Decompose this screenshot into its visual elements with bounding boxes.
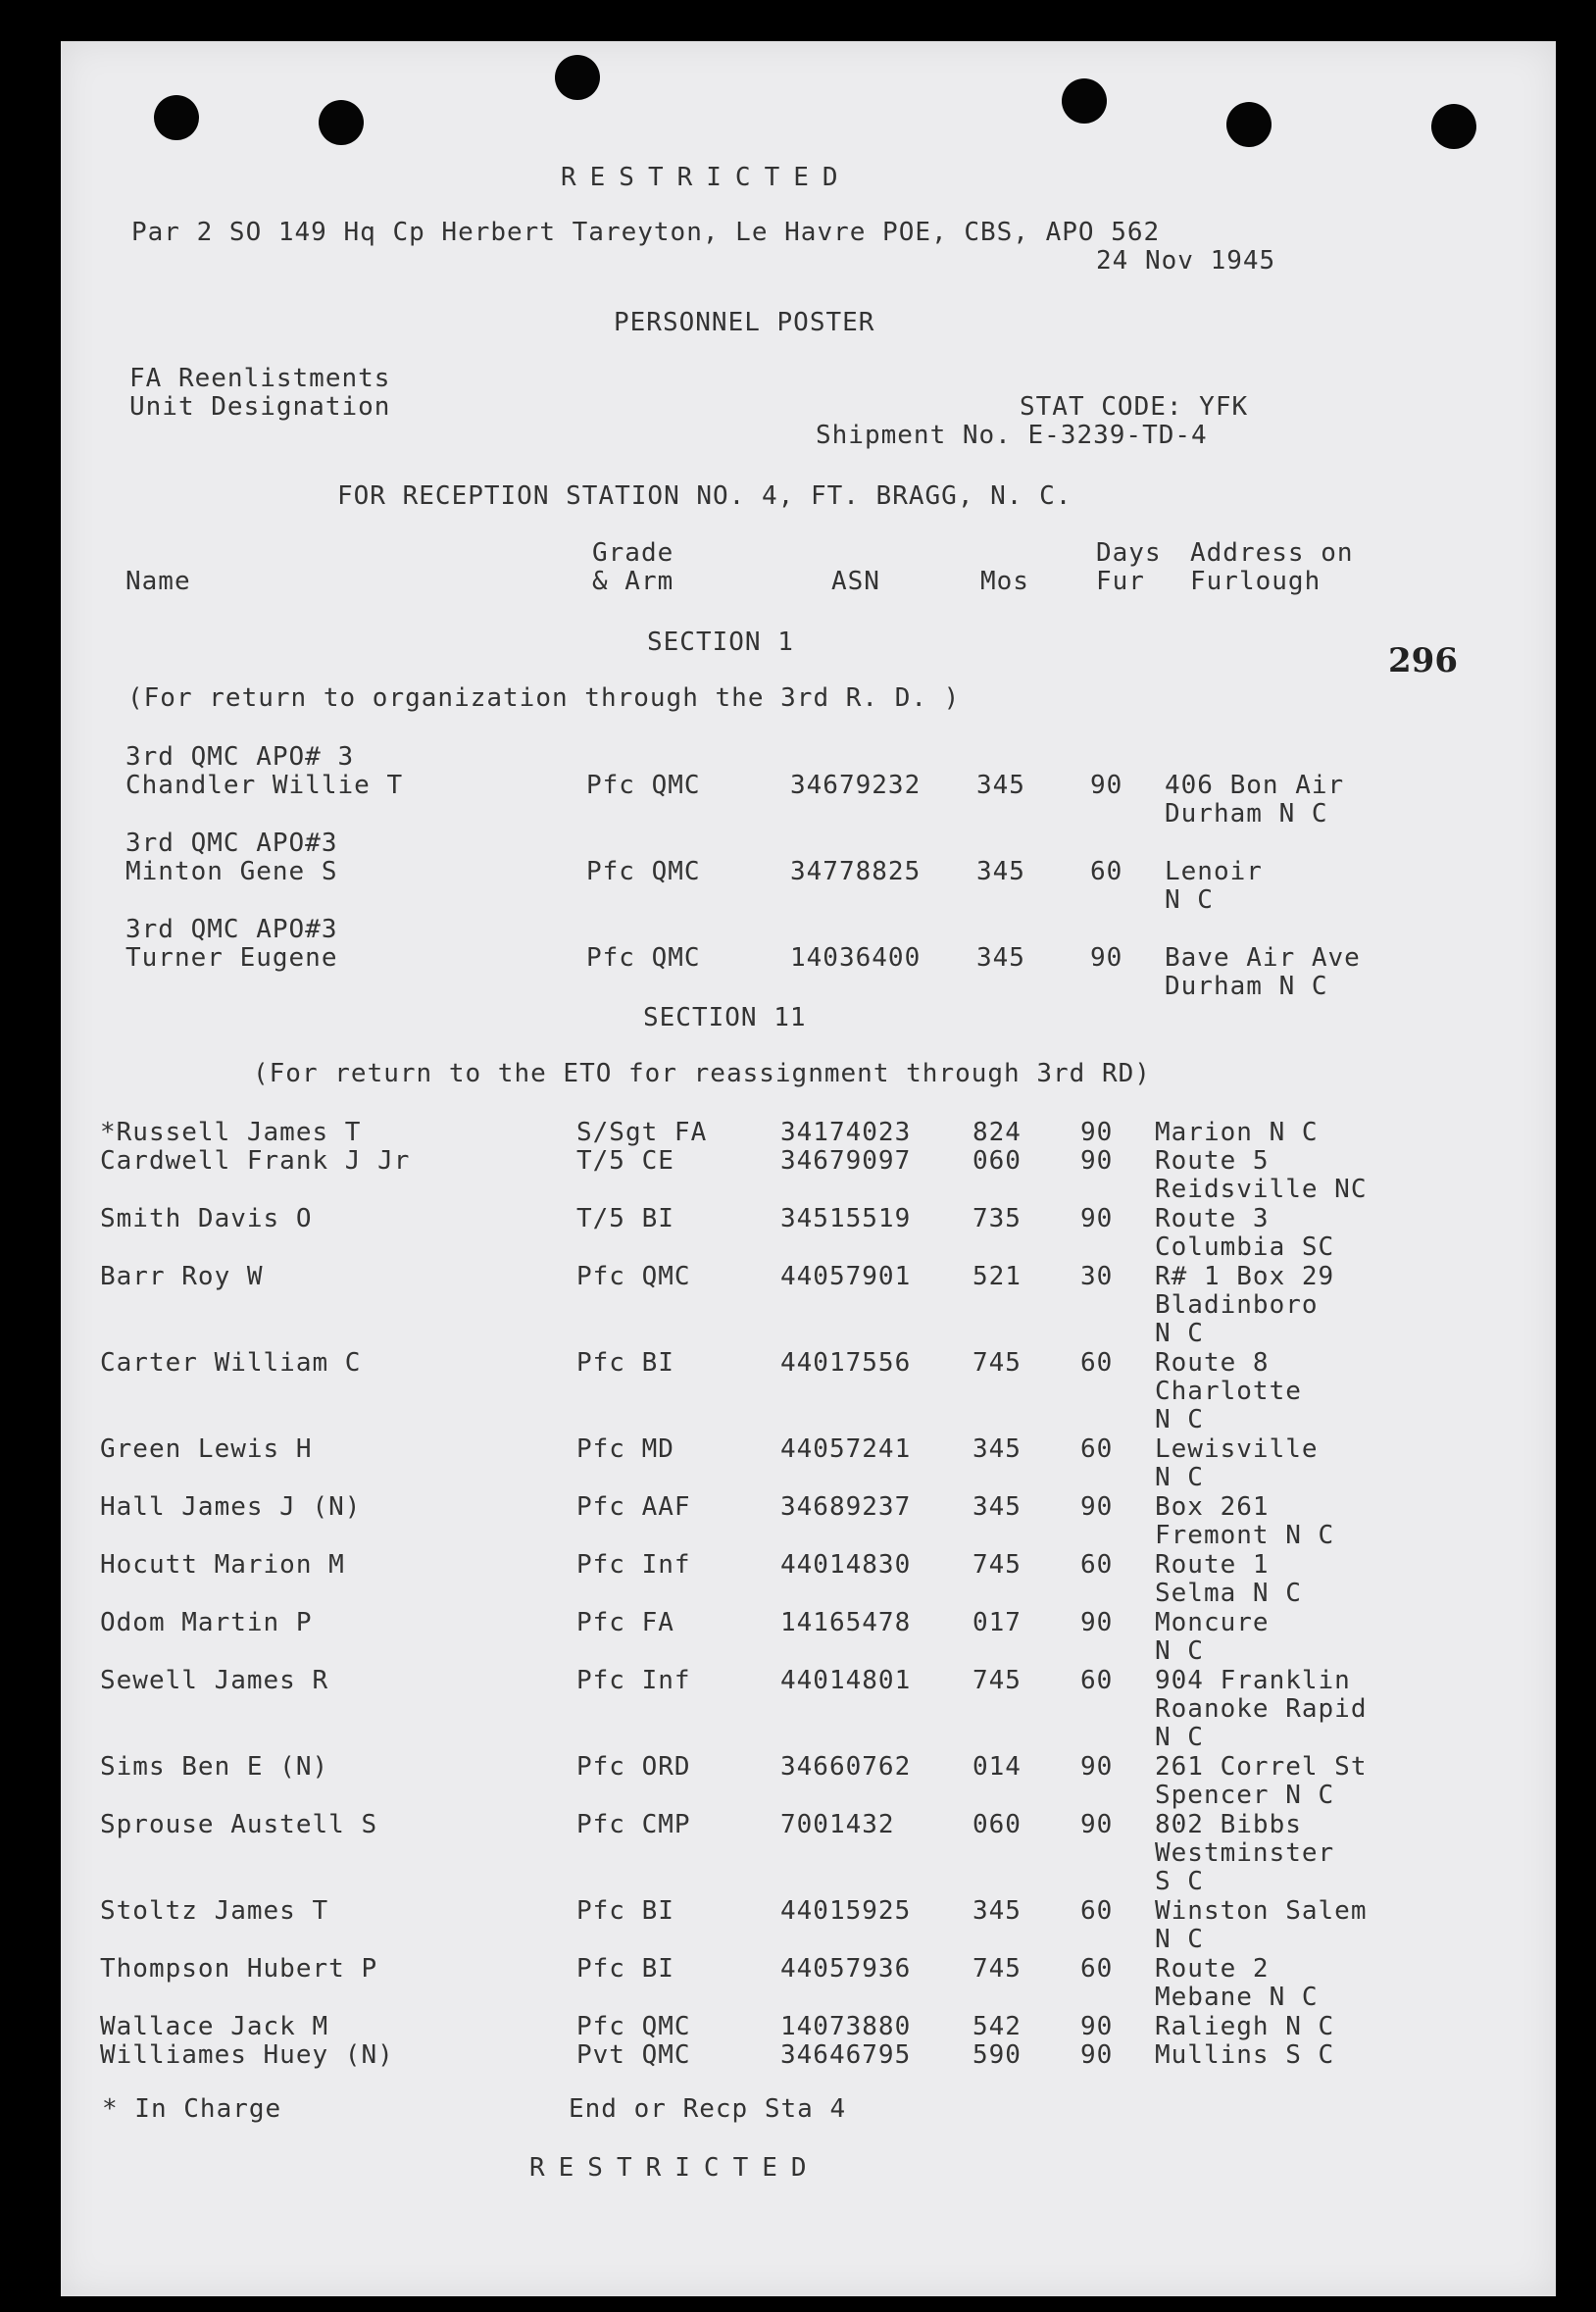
- address-line: Route 2: [1155, 1954, 1270, 1984]
- personnel-name: Turner Eugene: [125, 943, 338, 973]
- address-line: Spencer N C: [1155, 1781, 1335, 1810]
- mos: 060: [973, 1146, 1022, 1176]
- punch-hole: [1062, 78, 1107, 124]
- col-address-line1: Address on: [1190, 538, 1354, 568]
- days-furlough: 90: [1080, 1146, 1114, 1176]
- asn: 34515519: [780, 1204, 912, 1233]
- address-line: R# 1 Box 29: [1155, 1262, 1335, 1291]
- address-line: Route 3: [1155, 1204, 1270, 1233]
- col-grade-line1: Grade: [592, 538, 674, 568]
- address-line: Charlotte: [1155, 1377, 1302, 1406]
- asn: 34679232: [790, 771, 922, 800]
- address-line: N C: [1155, 1636, 1204, 1666]
- asn: 14036400: [790, 943, 922, 973]
- mos: 542: [973, 2012, 1022, 2041]
- document-title: PERSONNEL POSTER: [614, 308, 875, 337]
- section-1-note: (For return to organization through the 3rd R. D. ): [127, 683, 961, 713]
- restricted-marking-bottom: RESTRICTED: [529, 2153, 821, 2183]
- grade-arm: Pfc BI: [576, 1896, 674, 1926]
- address-line: 261 Correl St: [1155, 1752, 1368, 1782]
- address-line: 802 Bibbs: [1155, 1810, 1302, 1839]
- days-furlough: 60: [1080, 1666, 1114, 1695]
- address-line: Mullins S C: [1155, 2040, 1335, 2070]
- mos: 745: [973, 1954, 1022, 1984]
- asn: 44057241: [780, 1434, 912, 1464]
- asn: 7001432: [780, 1810, 895, 1839]
- asn: 14073880: [780, 2012, 912, 2041]
- asn: 34646795: [780, 2040, 912, 2070]
- personnel-name: Hocutt Marion M: [100, 1550, 345, 1580]
- days-furlough: 90: [1080, 1810, 1114, 1839]
- punch-hole: [555, 55, 600, 100]
- grade-arm: Pfc FA: [576, 1608, 674, 1637]
- unit-label: 3rd QMC APO#3: [125, 915, 338, 944]
- days-furlough: 60: [1080, 1896, 1114, 1926]
- reception-station: FOR RECEPTION STATION NO. 4, FT. BRAGG, N. C.: [337, 481, 1072, 511]
- address-line: Roanoke Rapid: [1155, 1694, 1368, 1724]
- unit-line-1: FA Reenlistments: [129, 364, 391, 393]
- personnel-name: *Russell James T: [100, 1118, 362, 1147]
- days-furlough: 90: [1080, 1752, 1114, 1782]
- days-furlough: 90: [1090, 943, 1123, 973]
- address-line: Selma N C: [1155, 1579, 1302, 1608]
- address-line: Box 261: [1155, 1492, 1270, 1522]
- section-2-heading: SECTION 11: [643, 1003, 807, 1032]
- address-line: Reidsville NC: [1155, 1175, 1368, 1204]
- asn: 44014801: [780, 1666, 912, 1695]
- days-furlough: 90: [1080, 1608, 1114, 1637]
- col-mos: Mos: [980, 567, 1029, 596]
- end-note: End or Recp Sta 4: [569, 2094, 847, 2124]
- stat-code: STAT CODE: YFK: [1020, 392, 1249, 422]
- mos: 345: [973, 1434, 1022, 1464]
- days-furlough: 90: [1080, 2040, 1114, 2070]
- address-line: 406 Bon Air: [1165, 771, 1345, 800]
- days-furlough: 90: [1080, 1118, 1114, 1147]
- mos: 521: [973, 1262, 1022, 1291]
- days-furlough: 60: [1090, 857, 1123, 886]
- days-furlough: 30: [1080, 1262, 1114, 1291]
- address-line: Lenoir: [1165, 857, 1263, 886]
- address-line: 904 Franklin: [1155, 1666, 1351, 1695]
- mos: 345: [976, 857, 1025, 886]
- mos: 345: [973, 1896, 1022, 1926]
- grade-arm: Pfc Inf: [576, 1550, 691, 1580]
- personnel-name: Sims Ben E (N): [100, 1752, 329, 1782]
- address-line: Bave Air Ave: [1165, 943, 1361, 973]
- mos: 745: [973, 1550, 1022, 1580]
- days-furlough: 90: [1090, 771, 1123, 800]
- punch-hole: [1226, 102, 1272, 147]
- grade-arm: Pfc Inf: [576, 1666, 691, 1695]
- asn: 34689237: [780, 1492, 912, 1522]
- grade-arm: Pfc AAF: [576, 1492, 691, 1522]
- asn: 34679097: [780, 1146, 912, 1176]
- address-line: Fremont N C: [1155, 1521, 1335, 1550]
- grade-arm: Pfc ORD: [576, 1752, 691, 1782]
- grade-arm: Pvt QMC: [576, 2040, 691, 2070]
- grade-arm: S/Sgt FA: [576, 1118, 708, 1147]
- personnel-name: Green Lewis H: [100, 1434, 313, 1464]
- punch-hole: [154, 95, 199, 140]
- address-line: Mebane N C: [1155, 1983, 1319, 2012]
- grade-arm: Pfc QMC: [586, 857, 701, 886]
- address-line: Columbia SC: [1155, 1232, 1335, 1262]
- address-line: Bladinboro: [1155, 1290, 1319, 1320]
- col-name: Name: [125, 567, 191, 596]
- address-line: Route 8: [1155, 1348, 1270, 1378]
- address-line: N C: [1155, 1925, 1204, 1954]
- asn: 44057901: [780, 1262, 912, 1291]
- grade-arm: Pfc QMC: [586, 943, 701, 973]
- mos: 745: [973, 1348, 1022, 1378]
- asn: 14165478: [780, 1608, 912, 1637]
- section-2-note: (For return to the ETO for reassignment through 3rd RD): [253, 1059, 1151, 1088]
- asn: 44014830: [780, 1550, 912, 1580]
- mos: 590: [973, 2040, 1022, 2070]
- grade-arm: Pfc MD: [576, 1434, 674, 1464]
- days-furlough: 90: [1080, 2012, 1114, 2041]
- personnel-name: Odom Martin P: [100, 1608, 313, 1637]
- in-charge-note: * In Charge: [102, 2094, 282, 2124]
- address-line: N C: [1155, 1319, 1204, 1348]
- col-address-line2: Furlough: [1190, 567, 1322, 596]
- grade-arm: Pfc QMC: [576, 2012, 691, 2041]
- address-line: Durham N C: [1165, 799, 1328, 829]
- address-line: Durham N C: [1165, 972, 1328, 1001]
- days-furlough: 90: [1080, 1492, 1114, 1522]
- mos: 017: [973, 1608, 1022, 1637]
- personnel-name: Carter William C: [100, 1348, 362, 1378]
- personnel-name: Sprouse Austell S: [100, 1810, 378, 1839]
- grade-arm: Pfc BI: [576, 1348, 674, 1378]
- days-furlough: 60: [1080, 1550, 1114, 1580]
- asn: 44015925: [780, 1896, 912, 1926]
- address-line: Lewisville: [1155, 1434, 1319, 1464]
- personnel-name: Williames Huey (N): [100, 2040, 394, 2070]
- mos: 345: [973, 1492, 1022, 1522]
- mos: 060: [973, 1810, 1022, 1839]
- days-furlough: 60: [1080, 1348, 1114, 1378]
- address-line: N C: [1165, 885, 1214, 915]
- address-line: N C: [1155, 1405, 1204, 1434]
- address-line: N C: [1155, 1723, 1204, 1752]
- col-asn: ASN: [831, 567, 880, 596]
- personnel-name: Hall James J (N): [100, 1492, 362, 1522]
- mos: 745: [973, 1666, 1022, 1695]
- address-line: Winston Salem: [1155, 1896, 1368, 1926]
- address-line: Marion N C: [1155, 1118, 1319, 1147]
- page-number: 296: [1388, 641, 1458, 680]
- unit-label: 3rd QMC APO#3: [125, 829, 338, 858]
- grade-arm: T/5 CE: [576, 1146, 674, 1176]
- col-days-line1: Days: [1096, 538, 1162, 568]
- personnel-name: Cardwell Frank J Jr: [100, 1146, 411, 1176]
- address-line: Moncure: [1155, 1608, 1270, 1637]
- order-date: 24 Nov 1945: [1096, 246, 1276, 276]
- personnel-name: Thompson Hubert P: [100, 1954, 378, 1984]
- mos: 735: [973, 1204, 1022, 1233]
- punch-hole: [319, 100, 364, 145]
- address-line: Route 1: [1155, 1550, 1270, 1580]
- shipment-number: Shipment No. E-3239-TD-4: [816, 421, 1208, 450]
- col-grade-line2: & Arm: [592, 567, 674, 596]
- asn: 34660762: [780, 1752, 912, 1782]
- grade-arm: Pfc QMC: [586, 771, 701, 800]
- personnel-name: Smith Davis O: [100, 1204, 313, 1233]
- asn: 34174023: [780, 1118, 912, 1147]
- days-furlough: 60: [1080, 1434, 1114, 1464]
- personnel-name: Sewell James R: [100, 1666, 329, 1695]
- days-furlough: 90: [1080, 1204, 1114, 1233]
- grade-arm: Pfc CMP: [576, 1810, 691, 1839]
- address-line: Route 5: [1155, 1146, 1270, 1176]
- asn: 34778825: [790, 857, 922, 886]
- section-1-heading: SECTION 1: [647, 628, 794, 657]
- days-furlough: 60: [1080, 1954, 1114, 1984]
- personnel-name: Wallace Jack M: [100, 2012, 329, 2041]
- address-line: Westminster: [1155, 1838, 1335, 1868]
- unit-label: 3rd QMC APO# 3: [125, 742, 355, 772]
- personnel-name: Stoltz James T: [100, 1896, 329, 1926]
- col-days-line2: Fur: [1096, 567, 1145, 596]
- mos: 014: [973, 1752, 1022, 1782]
- grade-arm: Pfc BI: [576, 1954, 674, 1984]
- personnel-name: Chandler Willie T: [125, 771, 404, 800]
- paragraph-reference: Par 2 SO 149 Hq Cp Herbert Tareyton, Le Havre POE, CBS, APO 562: [131, 218, 1161, 247]
- mos: 345: [976, 771, 1025, 800]
- address-line: S C: [1155, 1867, 1204, 1896]
- mos: 824: [973, 1118, 1022, 1147]
- restricted-marking-top: RESTRICTED: [561, 163, 852, 192]
- asn: 44017556: [780, 1348, 912, 1378]
- unit-line-2: Unit Designation: [129, 392, 391, 422]
- address-line: N C: [1155, 1463, 1204, 1492]
- mos: 345: [976, 943, 1025, 973]
- personnel-name: Barr Roy W: [100, 1262, 264, 1291]
- personnel-name: Minton Gene S: [125, 857, 338, 886]
- address-line: Raliegh N C: [1155, 2012, 1335, 2041]
- grade-arm: T/5 BI: [576, 1204, 674, 1233]
- punch-hole: [1431, 104, 1476, 149]
- asn: 44057936: [780, 1954, 912, 1984]
- grade-arm: Pfc QMC: [576, 1262, 691, 1291]
